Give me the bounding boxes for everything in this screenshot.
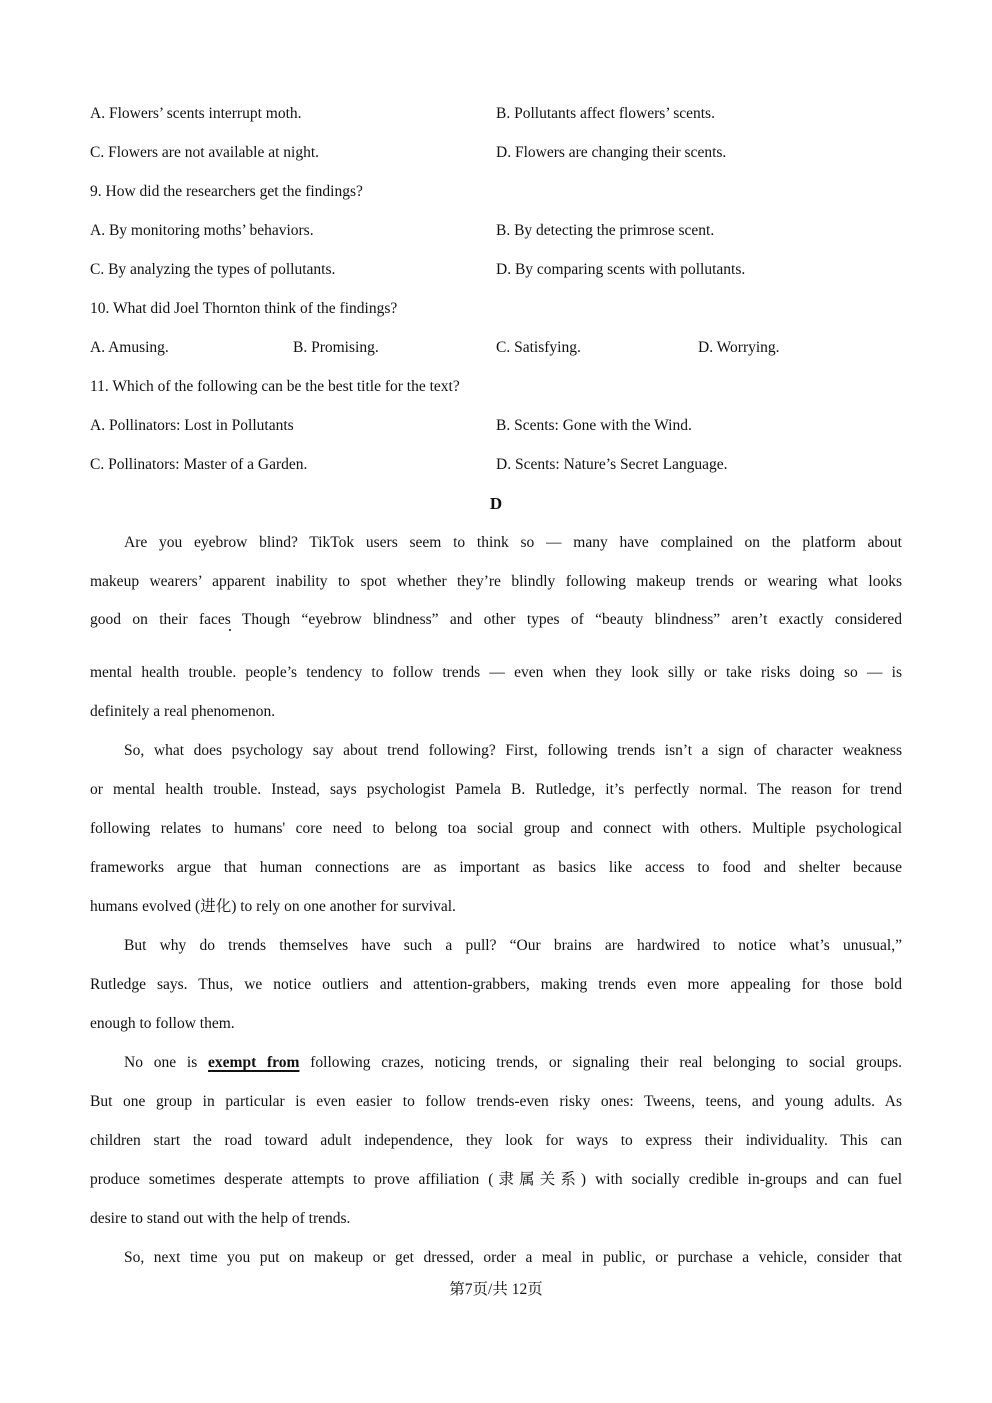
passage-line: But one group in particular is even easier to follow trends-even risky ones: Tweens, teens, and young adults. As xyxy=(90,1093,902,1110)
q10-option-b: B. Promising. xyxy=(293,339,379,356)
passage-line: children start the road toward adult independence, they look for ways to express their individuality. This can xyxy=(90,1132,902,1149)
q10-option-c: C. Satisfying. xyxy=(496,339,581,356)
passage-line: So, what does psychology say about trend following? First, following trends isn’t a sign of character weakness xyxy=(124,742,902,759)
q11-stem: 11. Which of the following can be the best title for the text? xyxy=(90,378,460,395)
q11-option-d: D. Scents: Nature’s Secret Language. xyxy=(496,456,728,473)
q9-stem: 9. How did the researchers get the findings? xyxy=(90,183,363,200)
q11-option-b: B. Scents: Gone with the Wind. xyxy=(496,417,692,434)
passage-line: Are you eyebrow blind? TikTok users seem to think so — many have complained on the platform about xyxy=(124,534,902,551)
q10-stem: 10. What did Joel Thornton think of the findings? xyxy=(90,300,398,317)
passage-line: So, next time you put on makeup or get dressed, order a meal in public, or purchase a vehicle, consider that xyxy=(124,1249,902,1266)
q8-option-b: B. Pollutants affect flowers’ scents. xyxy=(496,105,715,122)
passage-text: following crazes, noticing trends, or signaling their real belonging to social groups. xyxy=(299,1054,902,1071)
q9-option-c: C. By analyzing the types of pollutants. xyxy=(90,261,336,278)
q11-option-a: A. Pollinators: Lost in Pollutants xyxy=(90,417,294,434)
passage-line: makeup wearers’ apparent inability to spot whether they’re blindly following makeup trends or wearing what looks xyxy=(90,573,902,590)
highlighted-phrase: exempt from xyxy=(208,1054,300,1071)
passage-line xyxy=(124,1053,902,1073)
q9-option-b: B. By detecting the primrose scent. xyxy=(496,222,715,239)
q8-option-c: C. Flowers are not available at night. xyxy=(90,144,319,161)
passage-line: produce sometimes desperate attempts to prove affiliation (隶属关系) with socially credible in-groups and can fuel xyxy=(90,1171,902,1188)
section-title: D xyxy=(489,494,503,513)
passage-line: mental health trouble. people’s tendency to follow trends — even when they look silly or take risks doing so — is xyxy=(90,664,902,681)
passage-line: frameworks argue that human connections are as important as basics like access to food and shelter because xyxy=(90,859,902,876)
passage-text: No one is xyxy=(124,1054,209,1071)
passage-line: But why do trends themselves have such a pull? “Our brains are hardwired to notice what’s unusual,” xyxy=(124,937,902,954)
passage-line: Rutledge says. Thus, we notice outliers and attention-grabbers, making trends even more appealing for those bold xyxy=(90,976,902,993)
q9-option-d: D. By comparing scents with pollutants. xyxy=(496,261,746,278)
passage-line: humans evolved (进化) to rely on one another for survival. xyxy=(90,898,456,915)
passage-line: following relates to humans' core need to belong toa social group and connect with others. Multiple psychological xyxy=(90,820,902,837)
q11-option-c: C. Pollinators: Master of a Garden. xyxy=(90,456,308,473)
q10-option-a: A. Amusing. xyxy=(90,339,169,356)
q10-option-d: D. Worrying. xyxy=(698,339,780,356)
page-number-footer: 第7页/共 12页 xyxy=(449,1281,543,1298)
q8-option-d: D. Flowers are changing their scents. xyxy=(496,144,727,161)
passage-line: or mental health trouble. Instead, says psychologist Pamela B. Rutledge, it’s perfectly normal. The reason for trend xyxy=(90,781,902,798)
passage-line: definitely a real phenomenon. xyxy=(90,703,276,720)
passage-line: enough to follow them. xyxy=(90,1015,235,1032)
passage-line: good on their faces Though “eyebrow blindness” and other types of “beauty blindness” aren’t exactly considered xyxy=(90,611,902,628)
q8-option-a: A. Flowers’ scents interrupt moth. xyxy=(90,105,302,122)
stray-dot-mark xyxy=(229,629,231,631)
passage-line: desire to stand out with the help of trends. xyxy=(90,1210,351,1227)
q9-option-a: A. By monitoring moths’ behaviors. xyxy=(90,222,314,239)
